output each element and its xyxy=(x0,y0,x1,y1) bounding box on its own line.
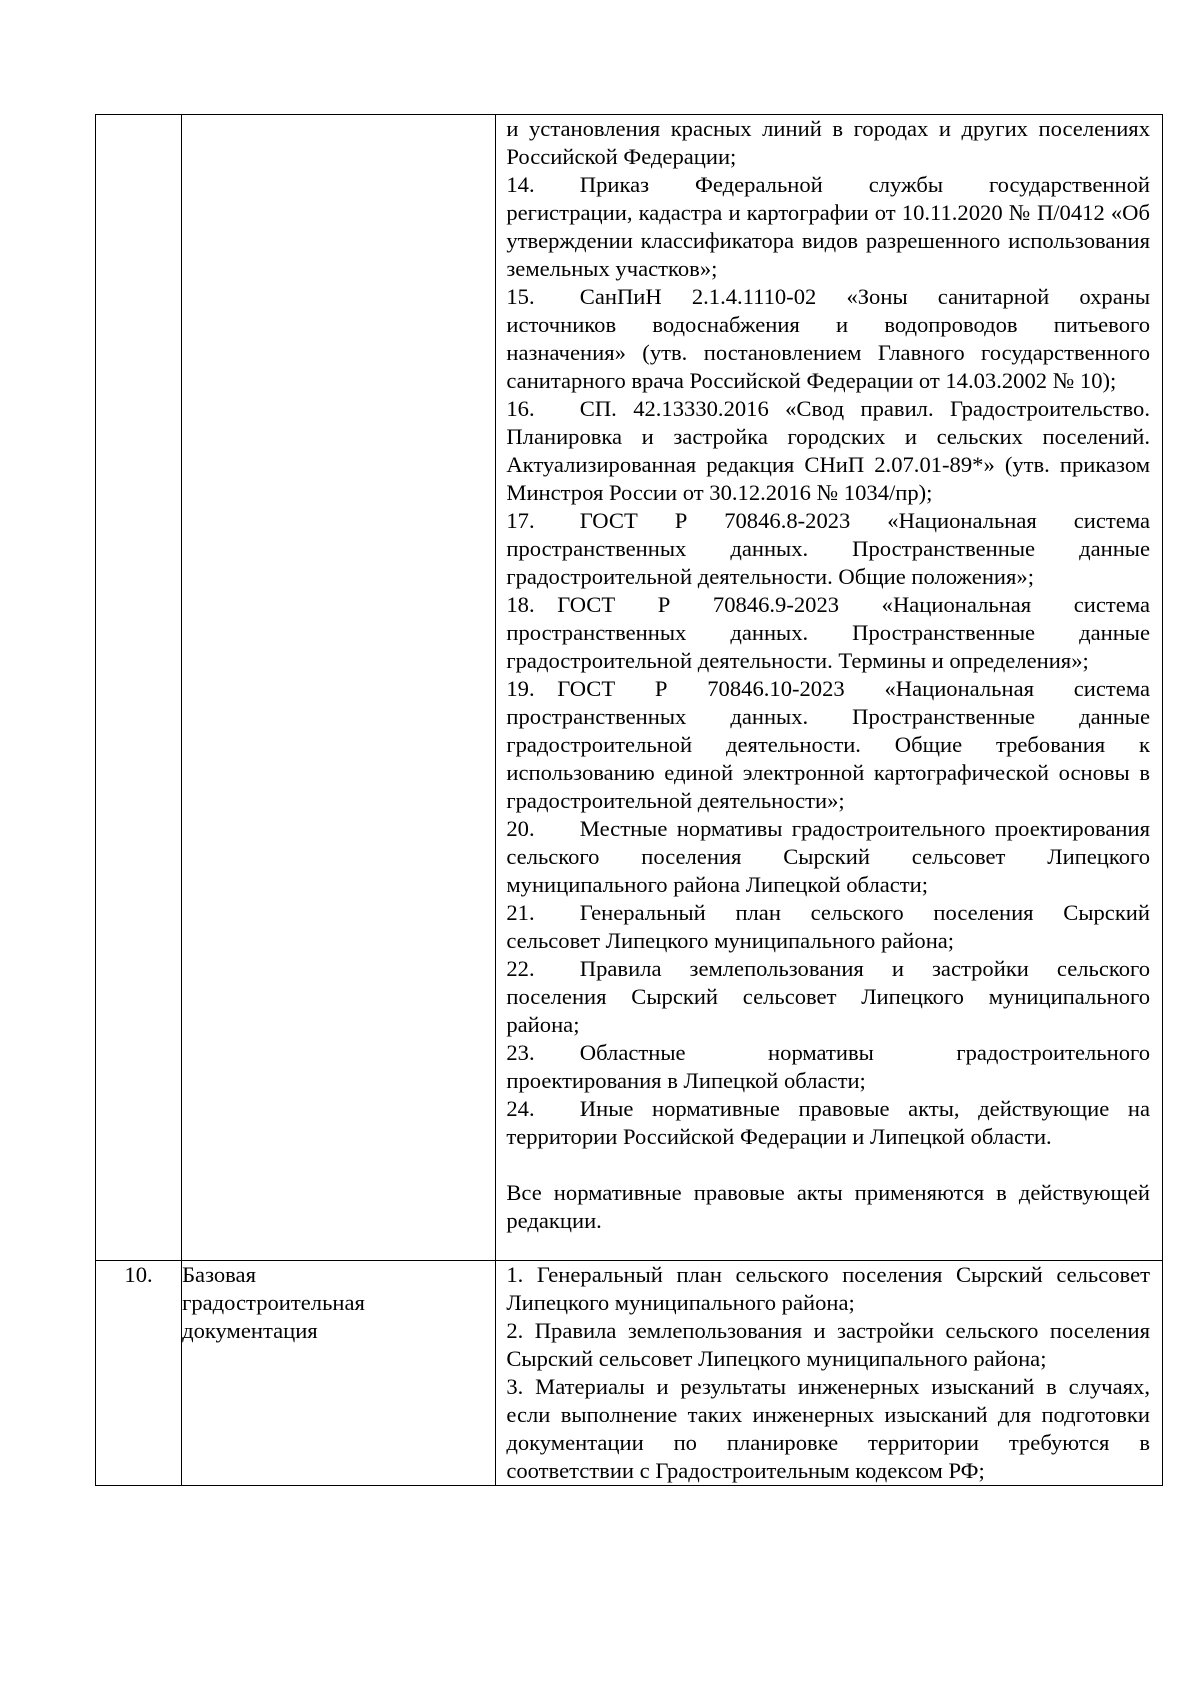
row-name-cell: Базовая градостроительная документация xyxy=(182,1261,496,1486)
row-content-cell xyxy=(496,1261,1163,1486)
list-item: 19. ГОСТ Р 70846.10-2023 «Национальная система пространственных данных. Пространственные данные градостроительной деятельности. Общие требования к использованию единой электронной картографической основы в градостроительной деятельности»; xyxy=(506,676,1150,813)
table-row-continued xyxy=(96,115,1163,1261)
list-item: 2. Правила землепользования и застройки сельского поселения Сырский сельсовет Липецкого муниципального района; xyxy=(506,1318,1150,1371)
list-item: 3. Материалы и результаты инженерных изысканий в случаях, если выполнение таких инженерных изысканий для подготовки документации по планировке территории требуются в соответствии с Градостроительным кодексом РФ; xyxy=(506,1374,1150,1483)
list-item: 1. Генеральный план сельского поселения Сырский сельсовет Липецкого муниципального района; xyxy=(506,1262,1150,1315)
paragraph-spacer xyxy=(496,1151,1162,1179)
list-item: 15. СанПиН 2.1.4.1110-02 «Зоны санитарной охраны источников водоснабжения и водопроводов питьевого назначения» (утв. постановлением Главного государственного санитарного врача Российской Федерации от 14.03.2002 № 10); xyxy=(506,284,1150,393)
list-item: 17. ГОСТ Р 70846.8-2023 «Национальная система пространственных данных. Пространственные данные градостроительной деятельности. Общие положения»; xyxy=(506,508,1150,589)
table-row-10 xyxy=(96,1261,1163,1486)
list-item: 18. ГОСТ Р 70846.9-2023 «Национальная система пространственных данных. Пространственные данные градостроительной деятельности. Термины и определения»; xyxy=(506,592,1150,673)
list-item: 21. Генеральный план сельского поселения Сырский сельсовет Липецкого муниципального района; xyxy=(506,900,1150,953)
row-number-cell: 10. xyxy=(96,1261,182,1486)
row-name-cell xyxy=(182,115,496,1261)
row-number-cell xyxy=(96,115,182,1261)
requirements-table xyxy=(95,114,1163,1486)
list-item: 24. Иные нормативные правовые акты, действующие на территории Российской Федерации и Липецкой области. xyxy=(506,1096,1150,1149)
row-content-cell xyxy=(496,115,1163,1261)
list-item: и установления красных линий в городах и других поселениях Российской Федерации; xyxy=(506,116,1150,169)
list-item: 20. Местные нормативы градостроительного проектирования сельского поселения Сырский сельсовет Липецкого муниципального района Липецкой области; xyxy=(506,816,1150,897)
list-item: 14. Приказ Федеральной службы государственной регистрации, кадастра и картографии от 10.11.2020 № П/0412 «Об утверждении классификатора видов разрешенного использования земельных участков»; xyxy=(506,172,1150,281)
list-item: 16. СП. 42.13330.2016 «Свод правил. Градостроительство. Планировка и застройка городских и сельских поселений. Актуализированная редакция СНиП 2.07.01-89*» (утв. приказом Минстроя России от 30.12.2016 № 1034/пр); xyxy=(506,396,1150,505)
list-item: 22. Правила землепользования и застройки сельского поселения Сырский сельсовет Липецкого муниципального района; xyxy=(506,956,1150,1037)
list-item: 23. Областные нормативы градостроительного проектирования в Липецкой области; xyxy=(506,1040,1150,1093)
closing-note: Все нормативные правовые акты применяются в действующей редакции. xyxy=(506,1180,1150,1233)
